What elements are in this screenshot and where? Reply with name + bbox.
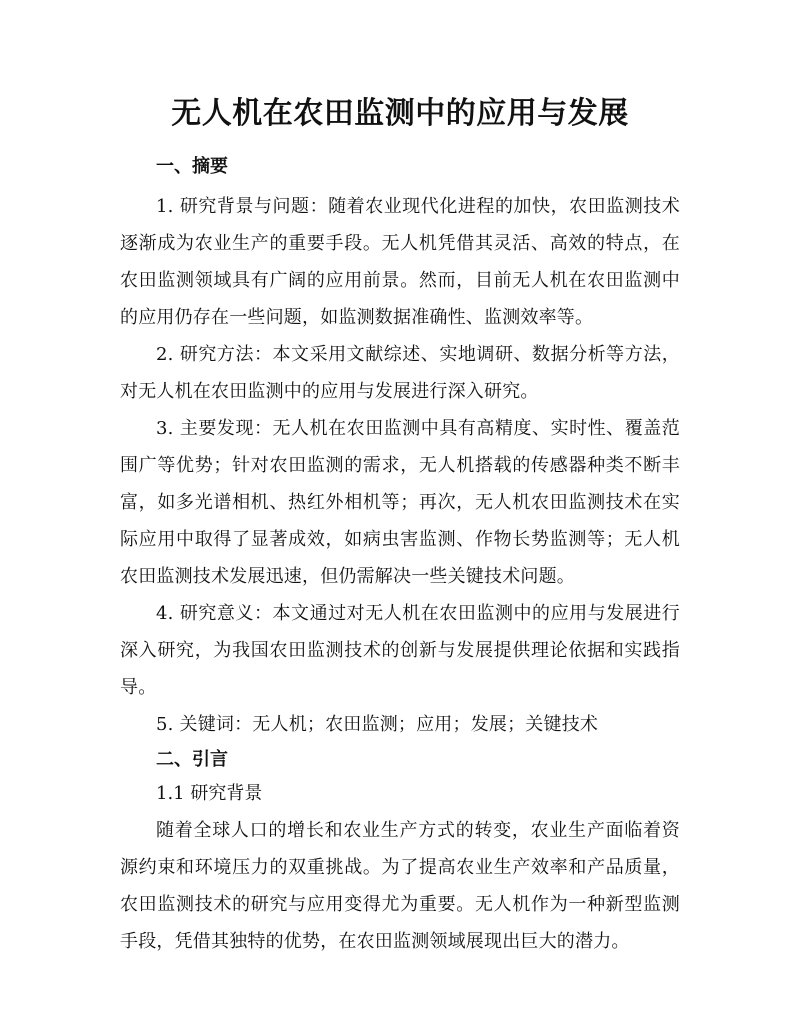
introduction-background-paragraph: 随着全球人口的增长和农业生产方式的转变，农业生产面临着资源约束和环境压力的双重挑战。为了提高农业生产效率和产品质量，农田监测技术的研究与应用变得尤为重要。无人机作为一种新型监测手段，凭借其独特的优势，在农田监测领域展现出巨大的潜力。	[120, 820, 680, 952]
subsection-heading-background: 1.1 研究背景	[156, 783, 263, 804]
abstract-methods-paragraph: 2. 研究方法：本文采用文献综述、实地调研、数据分析等方法，对无人机在农田监测中的应用与发展进行深入研究。	[120, 344, 680, 402]
section-abstract	[120, 152, 680, 743]
section-heading-abstract: 一、摘要	[156, 156, 228, 177]
section-heading-introduction: 二、引言	[156, 749, 228, 770]
document-title: 无人机在农田监测中的应用与发展	[171, 96, 629, 131]
abstract-background-paragraph: 1. 研究背景与问题：随着农业现代化进程的加快，农田监测技术逐渐成为农业生产的重要手段。无人机凭借其灵活、高效的特点，在农田监测领域具有广阔的应用前景。然而，目前无人机在农田监测中的应用仍存在一些问题，如监测数据准确性、监测效率等。	[120, 196, 680, 328]
section-introduction	[120, 745, 680, 960]
abstract-keywords-paragraph: 5. 关键词：无人机；农田监测；应用；发展；关键技术	[156, 714, 599, 735]
abstract-significance-paragraph: 4. 研究意义：本文通过对无人机在农田监测中的应用与发展进行深入研究，为我国农田监测技术的创新与发展提供理论依据和实践指导。	[120, 603, 680, 698]
abstract-findings-paragraph: 3. 主要发现：无人机在农田监测中具有高精度、实时性、覆盖范围广等优势；针对农田监测的需求，无人机搭载的传感器种类不断丰富，如多光谱相机、热红外相机等；再次，无人机农田监测技术在实际应用中取得了显著成效，如病虫害监测、作物长势监测等；无人机农田监测技术发展迅速，但仍需解决一些关键技术问题。	[120, 418, 680, 587]
